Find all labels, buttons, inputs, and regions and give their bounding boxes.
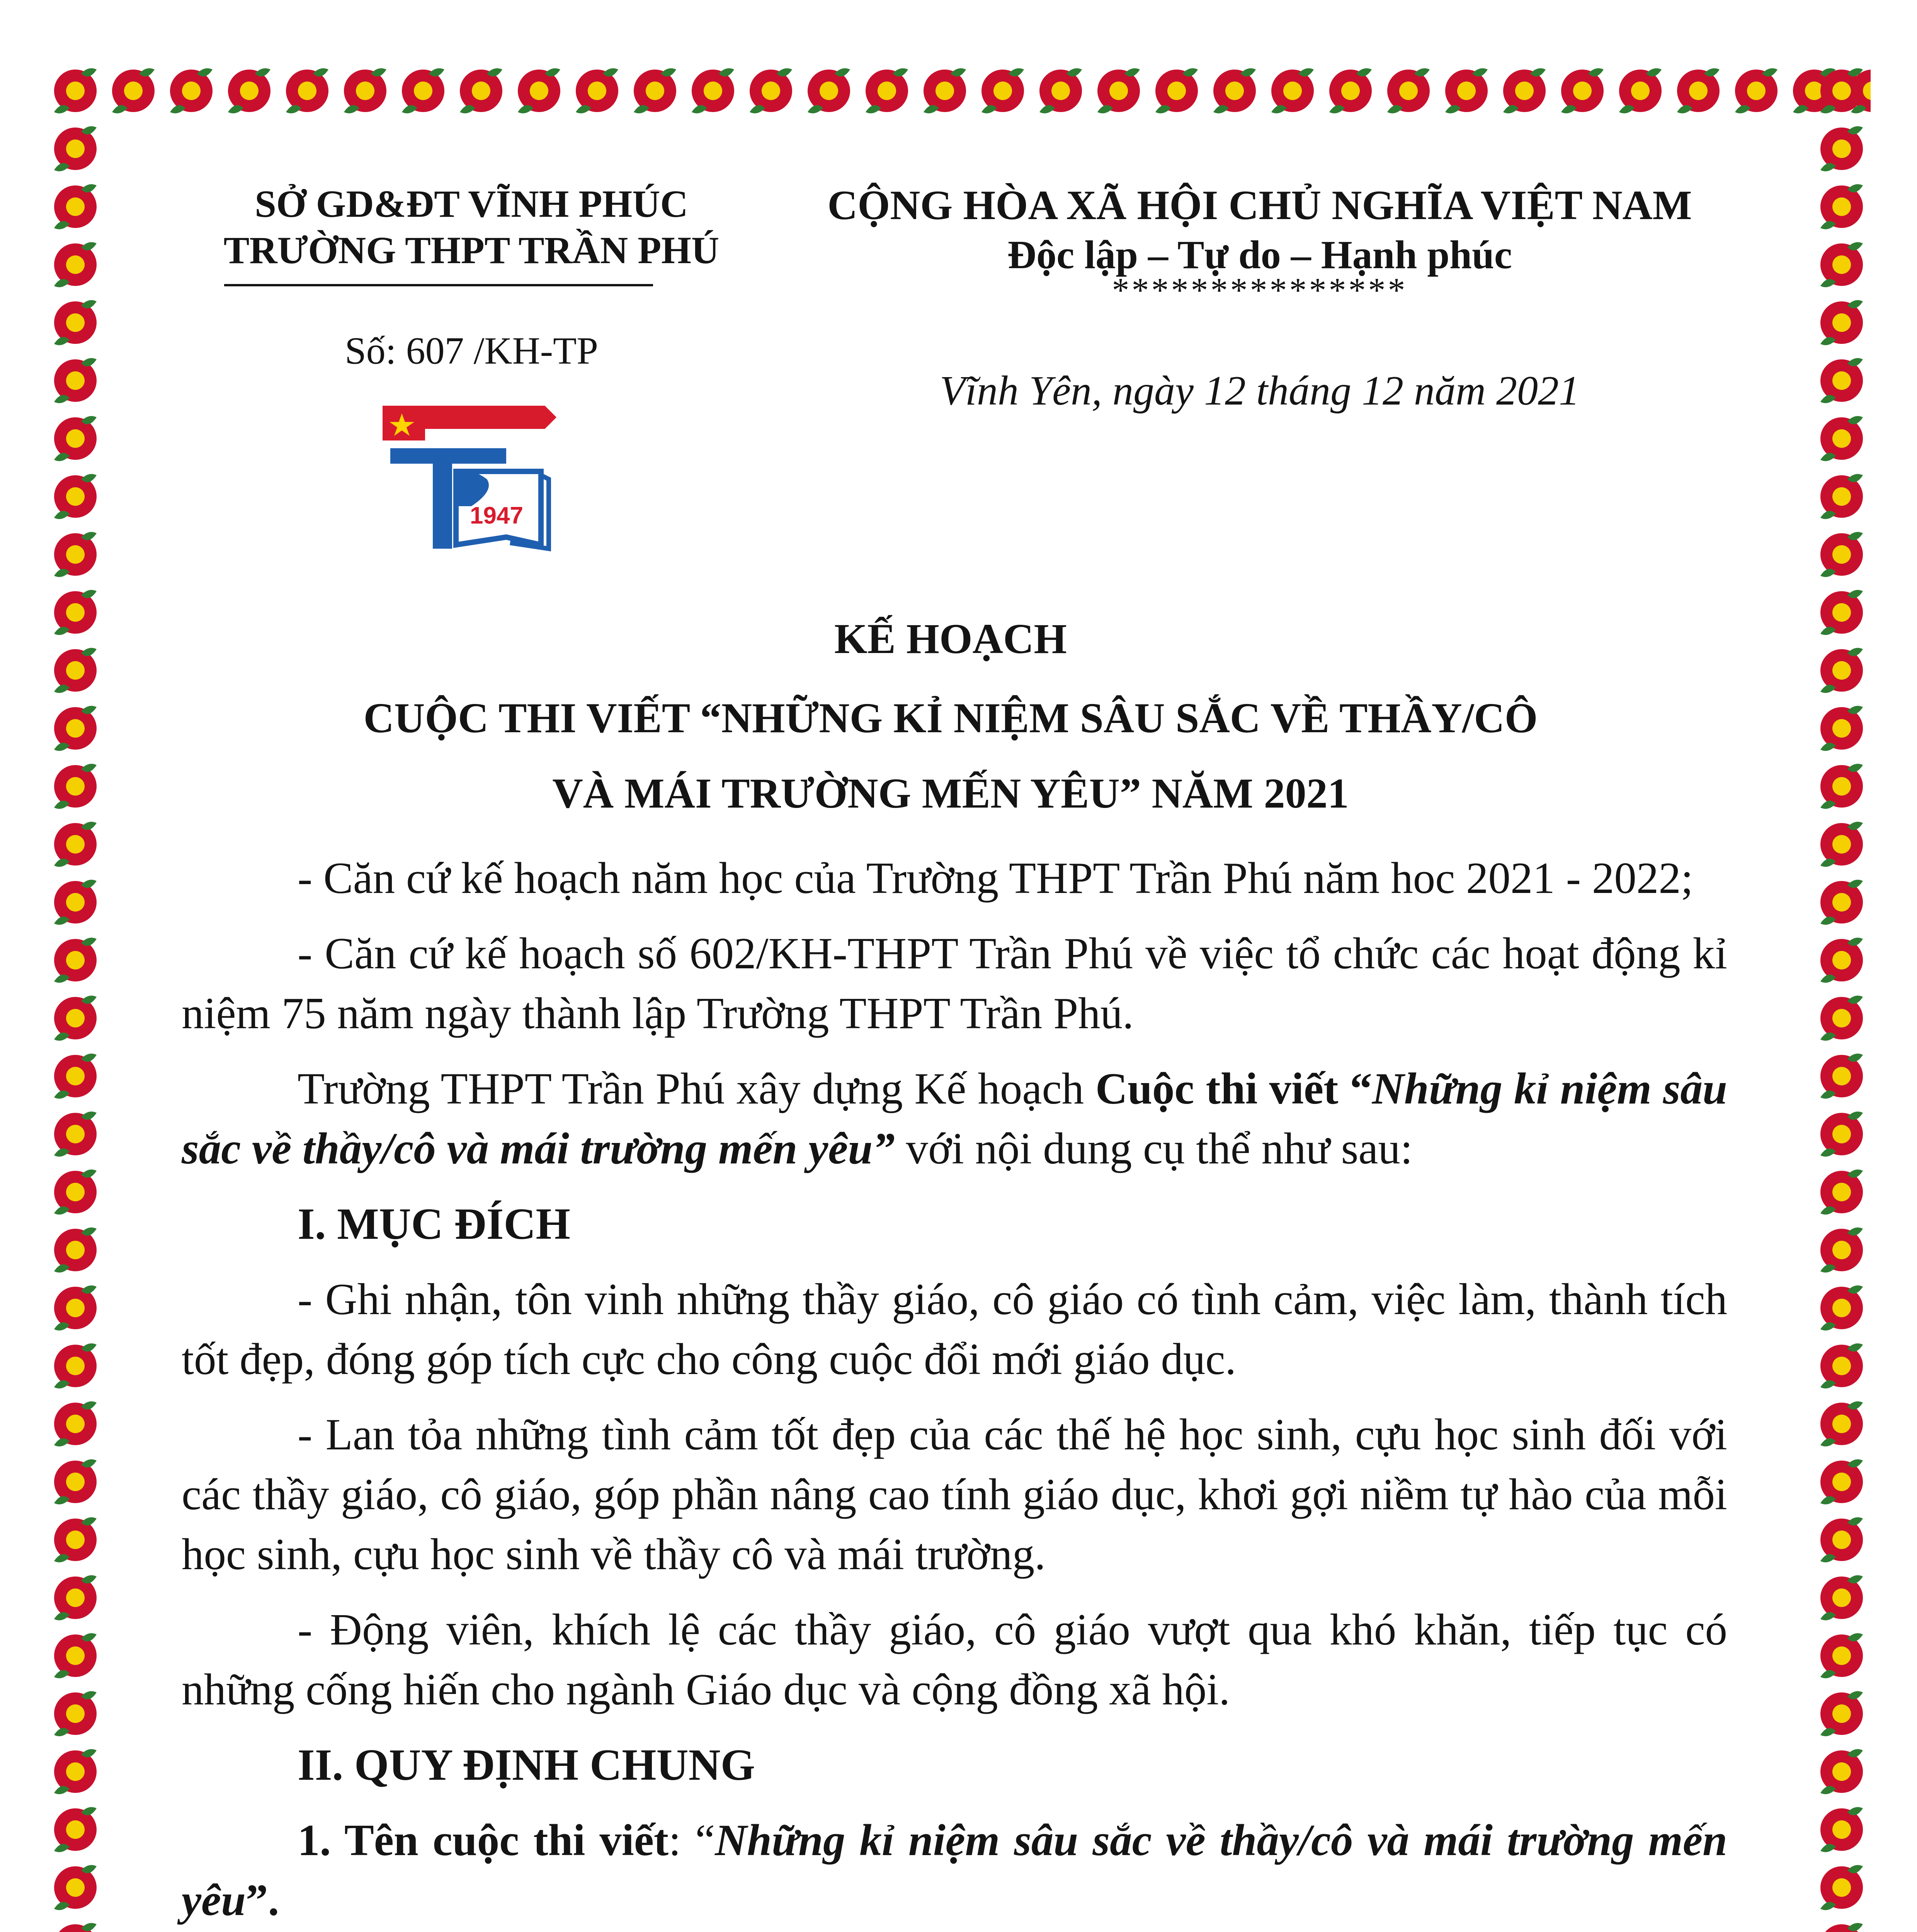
motto-stars: *************** xyxy=(1112,271,1408,310)
document-number: Số: 607 /KH-TP xyxy=(345,329,598,372)
school-logo xyxy=(379,390,556,553)
country-motto: Độc lập – Tự do – Hạnh phúc xyxy=(1007,233,1512,277)
contest-name-colon: : “ xyxy=(668,1816,715,1865)
intro-contest-name: Những kỉ niệm sâu sắc về thầy/cô và mái trường mến yêu” xyxy=(182,1064,1727,1173)
document-type-title: KẾ HOẠCH xyxy=(834,615,1067,662)
contest-name-label: 1. Tên cuộc thi viết xyxy=(298,1816,669,1865)
contest-title-line-2: VÀ MÁI TRƯỜNG MẾN YÊU” NĂM 2021 xyxy=(552,770,1349,817)
basis-paragraph-1: - Căn cứ kế hoạch năm học của Trường THPT Trần Phú năm hoc 2021 - 2022; xyxy=(298,854,1693,903)
document-header xyxy=(0,0,1917,580)
purpose-paragraph-1: - Ghi nhận, tôn vinh những thầy giáo, cô giáo có tình cảm, việc làm, thành tích tốt đẹp, đóng góp tích cực cho công cuộc đổi mới giáo dục. xyxy=(182,1275,1727,1384)
intro-tail: với nội dung cụ thể như sau: xyxy=(895,1124,1413,1173)
logo-year: 1947 xyxy=(470,502,523,529)
contest-name-item xyxy=(182,1810,1727,1930)
contest-name-value: Những kỉ niệm sâu sắc về thầy/cô và mái trường mến yêu xyxy=(182,1816,1727,1925)
document-body xyxy=(182,848,1727,1932)
department-name: SỞ GD&ĐT VĨNH PHÚC xyxy=(255,182,688,225)
school-name: TRƯỜNG THPT TRẦN PHÚ xyxy=(223,229,720,272)
purpose-paragraph-3: - Động viên, khích lệ các thầy giáo, cô giáo vượt qua khó khăn, tiếp tục có những cống hiến cho ngành Giáo dục và cộng đồng xã hội. xyxy=(182,1605,1727,1714)
section-heading-general-rules: II. QUY ĐỊNH CHUNG xyxy=(298,1740,755,1789)
country-name: CỘNG HÒA XÃ HỘI CHỦ NGHĨA VIỆT NAM xyxy=(827,182,1692,228)
header-underline xyxy=(224,284,653,286)
contest-title-line-1: CUỘC THI VIẾT “NHỮNG KỈ NIỆM SÂU SẮC VỀ THẦY/CÔ xyxy=(363,694,1538,742)
intro-paragraph xyxy=(182,1059,1727,1179)
contest-name-end: ”. xyxy=(246,1876,279,1925)
basis-paragraph-2: - Căn cứ kế hoạch số 602/KH-THPT Trần Phú về việc tổ chức các hoạt động kỉ niệm 75 năm ngày thành lập Trường THPT Trần Phú. xyxy=(182,929,1727,1038)
intro-text: Trường THPT Trần Phú xây dựng Kế hoạch xyxy=(298,1064,1095,1113)
place-and-date: Vĩnh Yên, ngày 12 tháng 12 năm 2021 xyxy=(940,368,1580,414)
intro-contest-label: Cuộc thi viết “ xyxy=(1095,1064,1372,1113)
section-heading-purpose: I. MỤC ĐÍCH xyxy=(298,1199,570,1248)
purpose-paragraph-2: - Lan tỏa những tình cảm tốt đẹp của các thế hệ học sinh, cựu học sinh đối với các thầy giáo, cô giáo, góp phần nâng cao tính giáo dục, khơi gợi niềm tự hào của mỗi học sinh, cựu học sinh về thầy cô và mái trường. xyxy=(182,1410,1727,1579)
